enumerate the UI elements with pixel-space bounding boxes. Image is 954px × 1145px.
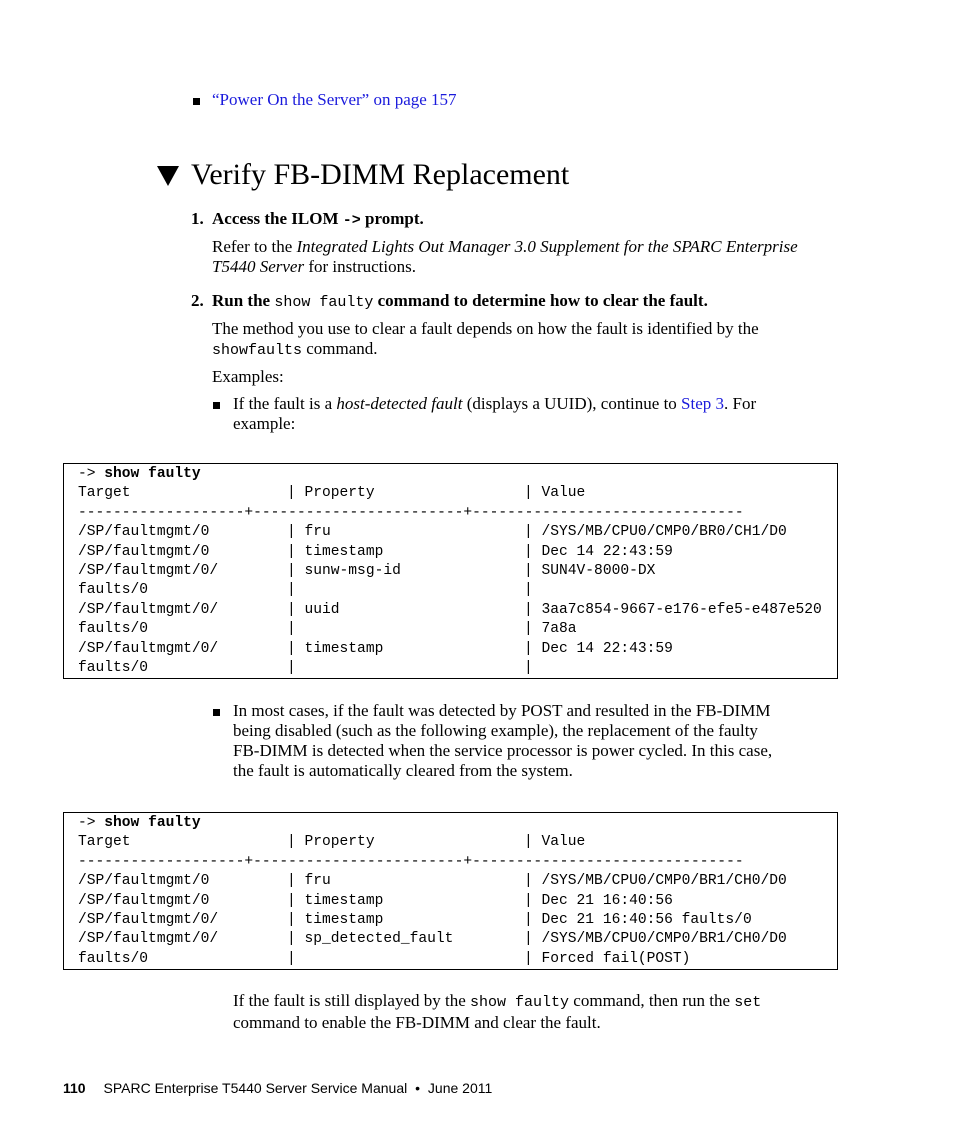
cell-value: | 7a8a [524, 621, 577, 638]
section-title: Verify FB-DIMM Replacement [191, 158, 570, 191]
step-heading-text: prompt. [360, 209, 424, 228]
body-text: . For [724, 394, 757, 413]
table-row [78, 640, 838, 659]
command-line [78, 465, 201, 484]
cell-property: | timestamp [287, 912, 384, 928]
column-header-target: Target [78, 485, 131, 502]
step-1-body [212, 237, 842, 277]
cell-property: | sunw-msg-id [287, 563, 401, 579]
doc-title-italic: Integrated Lights Out Manager 3.0 Supplement for the SPARC Enterprise [296, 237, 798, 256]
power-on-server-link[interactable]: “Power On the Server” on page 157 [212, 90, 457, 109]
cell-property: | [287, 621, 305, 638]
table-row [78, 562, 838, 581]
body-text: command. [302, 339, 378, 358]
step-2-body [212, 319, 852, 361]
cell-property: | uuid [287, 601, 340, 618]
table-row [78, 872, 838, 891]
cell-value: | Dec 21 16:40:56 faults/0 [524, 912, 752, 928]
command-text: show faulty [104, 466, 201, 482]
doc-title-italic: T5440 Server [212, 257, 305, 276]
prompt-text: -> [78, 466, 105, 482]
cell-property: | [287, 660, 305, 676]
table-row [78, 543, 838, 562]
body-text: command, then run the [569, 991, 735, 1010]
cell-target: faults/0 [78, 621, 149, 638]
bullet-marker [193, 98, 200, 105]
cell-value: | Dec 14 22:43:59 [524, 543, 673, 560]
cell-property: | [287, 950, 305, 967]
code-example-1 [63, 463, 838, 679]
body-text: for instructions. [304, 257, 416, 276]
examples-label: Examples: [212, 367, 284, 386]
body-text: Refer to the [212, 237, 297, 256]
show-faulty-code: show faulty [274, 294, 374, 311]
cell-target: /SP/faultmgmt/0/ [78, 601, 219, 618]
step-3-link[interactable]: Step 3 [681, 394, 725, 413]
manual-title: SPARC Enterprise T5440 Server Service Manual [103, 1080, 408, 1096]
body-text: The method you use to clear a fault depends on how the fault is identified by the [212, 319, 759, 338]
ilom-prompt-code: -> [342, 212, 361, 229]
footer-separator: • [415, 1080, 421, 1096]
cell-value: | Dec 21 16:40:56 [524, 892, 673, 909]
bullet-marker [213, 709, 220, 716]
body-text: being disabled (such as the following example), the replacement of the faulty [233, 721, 758, 740]
body-text: command to enable the FB-DIMM and clear the fault. [233, 1013, 601, 1032]
closing-paragraph [233, 991, 853, 1033]
body-text: If the fault is still displayed by the [233, 991, 471, 1010]
page-footer [63, 1079, 492, 1097]
table-row [78, 892, 838, 911]
cell-property: | timestamp [287, 892, 384, 909]
host-detected-term: host-detected fault [336, 394, 463, 413]
cell-target: /SP/faultmgmt/0 [78, 543, 210, 560]
post-detected-fault-bullet [233, 701, 853, 781]
table-header-row [78, 833, 838, 852]
body-text: If the fault is a [233, 394, 337, 413]
host-detected-fault-bullet [233, 394, 843, 434]
step-number: 2. [191, 291, 204, 310]
cell-value: | Dec 14 22:43:59 [524, 640, 673, 657]
cell-property: | timestamp [287, 640, 384, 657]
bullet-marker [213, 402, 220, 409]
cell-value: | SUN4V-8000-DX [524, 563, 656, 579]
cell-property: | timestamp [287, 543, 384, 560]
step-heading-text: Access the ILOM [212, 209, 343, 228]
column-header-value: | Value [524, 834, 586, 851]
prompt-text: -> [78, 815, 105, 831]
command-line [78, 814, 201, 833]
body-text: the fault is automatically cleared from the system. [233, 761, 573, 780]
cell-target: /SP/faultmgmt/0 [78, 892, 210, 909]
table-row [78, 523, 838, 542]
body-text: In most cases, if the fault was detected by POST and resulted in the FB-DIMM [233, 701, 771, 720]
cell-property: | fru [287, 524, 331, 541]
table-divider: -------------------+------------------------+------------------------------- [78, 504, 744, 521]
show-faulty-code: show faulty [470, 994, 570, 1011]
body-text: FB-DIMM is detected when the service processor is power cycled. In this case, [233, 741, 773, 760]
cell-target: faults/0 [78, 660, 149, 676]
cell-value: | /SYS/MB/CPU0/CMP0/BR1/CH0/D0 [524, 931, 787, 948]
step-number: 1. [191, 209, 204, 228]
body-text: (displays a UUID), continue to [462, 394, 682, 413]
column-header-property: | Property [287, 485, 375, 502]
step-2-heading [191, 291, 708, 313]
publication-date: June 2011 [427, 1080, 493, 1096]
table-row [78, 911, 838, 930]
cell-target: /SP/faultmgmt/0/ [78, 931, 219, 948]
step-heading-text: Run the [212, 291, 275, 310]
cell-target: /SP/faultmgmt/0 [78, 873, 210, 890]
cell-target: /SP/faultmgmt/0/ [78, 563, 219, 579]
cell-value: | Forced fail(POST) [524, 950, 691, 967]
page-number: 110 [63, 1080, 86, 1096]
cell-target: /SP/faultmgmt/0/ [78, 912, 219, 928]
body-text: example: [233, 414, 296, 433]
cell-property: | fru [287, 873, 331, 890]
cell-value: | [524, 582, 542, 599]
step-heading-text: command to determine how to clear the fault. [373, 291, 708, 310]
step-1-heading [191, 209, 424, 231]
code-example-2 [63, 812, 838, 970]
table-row [78, 930, 838, 949]
table-row [78, 950, 838, 969]
command-text: show faulty [104, 815, 201, 831]
table-header-row [78, 484, 838, 503]
cell-value: | /SYS/MB/CPU0/CMP0/BR0/CH1/D0 [524, 524, 787, 541]
cell-property: | sp_detected_fault [287, 931, 454, 948]
table-row [78, 659, 838, 678]
cell-target: /SP/faultmgmt/0/ [78, 640, 219, 657]
cell-target: faults/0 [78, 582, 149, 599]
column-header-property: | Property [287, 834, 375, 851]
cell-value: | /SYS/MB/CPU0/CMP0/BR1/CH0/D0 [524, 873, 787, 890]
table-row [78, 581, 838, 600]
showfaults-code: showfaults [212, 342, 303, 359]
table-row [78, 620, 838, 639]
column-header-target: Target [78, 834, 131, 851]
cell-target: faults/0 [78, 950, 149, 967]
cell-value: | [524, 660, 542, 676]
set-code: set [734, 994, 762, 1011]
column-header-value: | Value [524, 485, 586, 502]
cell-property: | [287, 582, 305, 599]
cell-target: /SP/faultmgmt/0 [78, 524, 210, 541]
cell-value: | 3aa7c854-9667-e176-efe5-e487e520 [524, 601, 822, 618]
collapse-triangle-icon [157, 166, 179, 186]
table-row [78, 601, 838, 620]
table-divider: -------------------+------------------------+------------------------------- [78, 853, 744, 870]
